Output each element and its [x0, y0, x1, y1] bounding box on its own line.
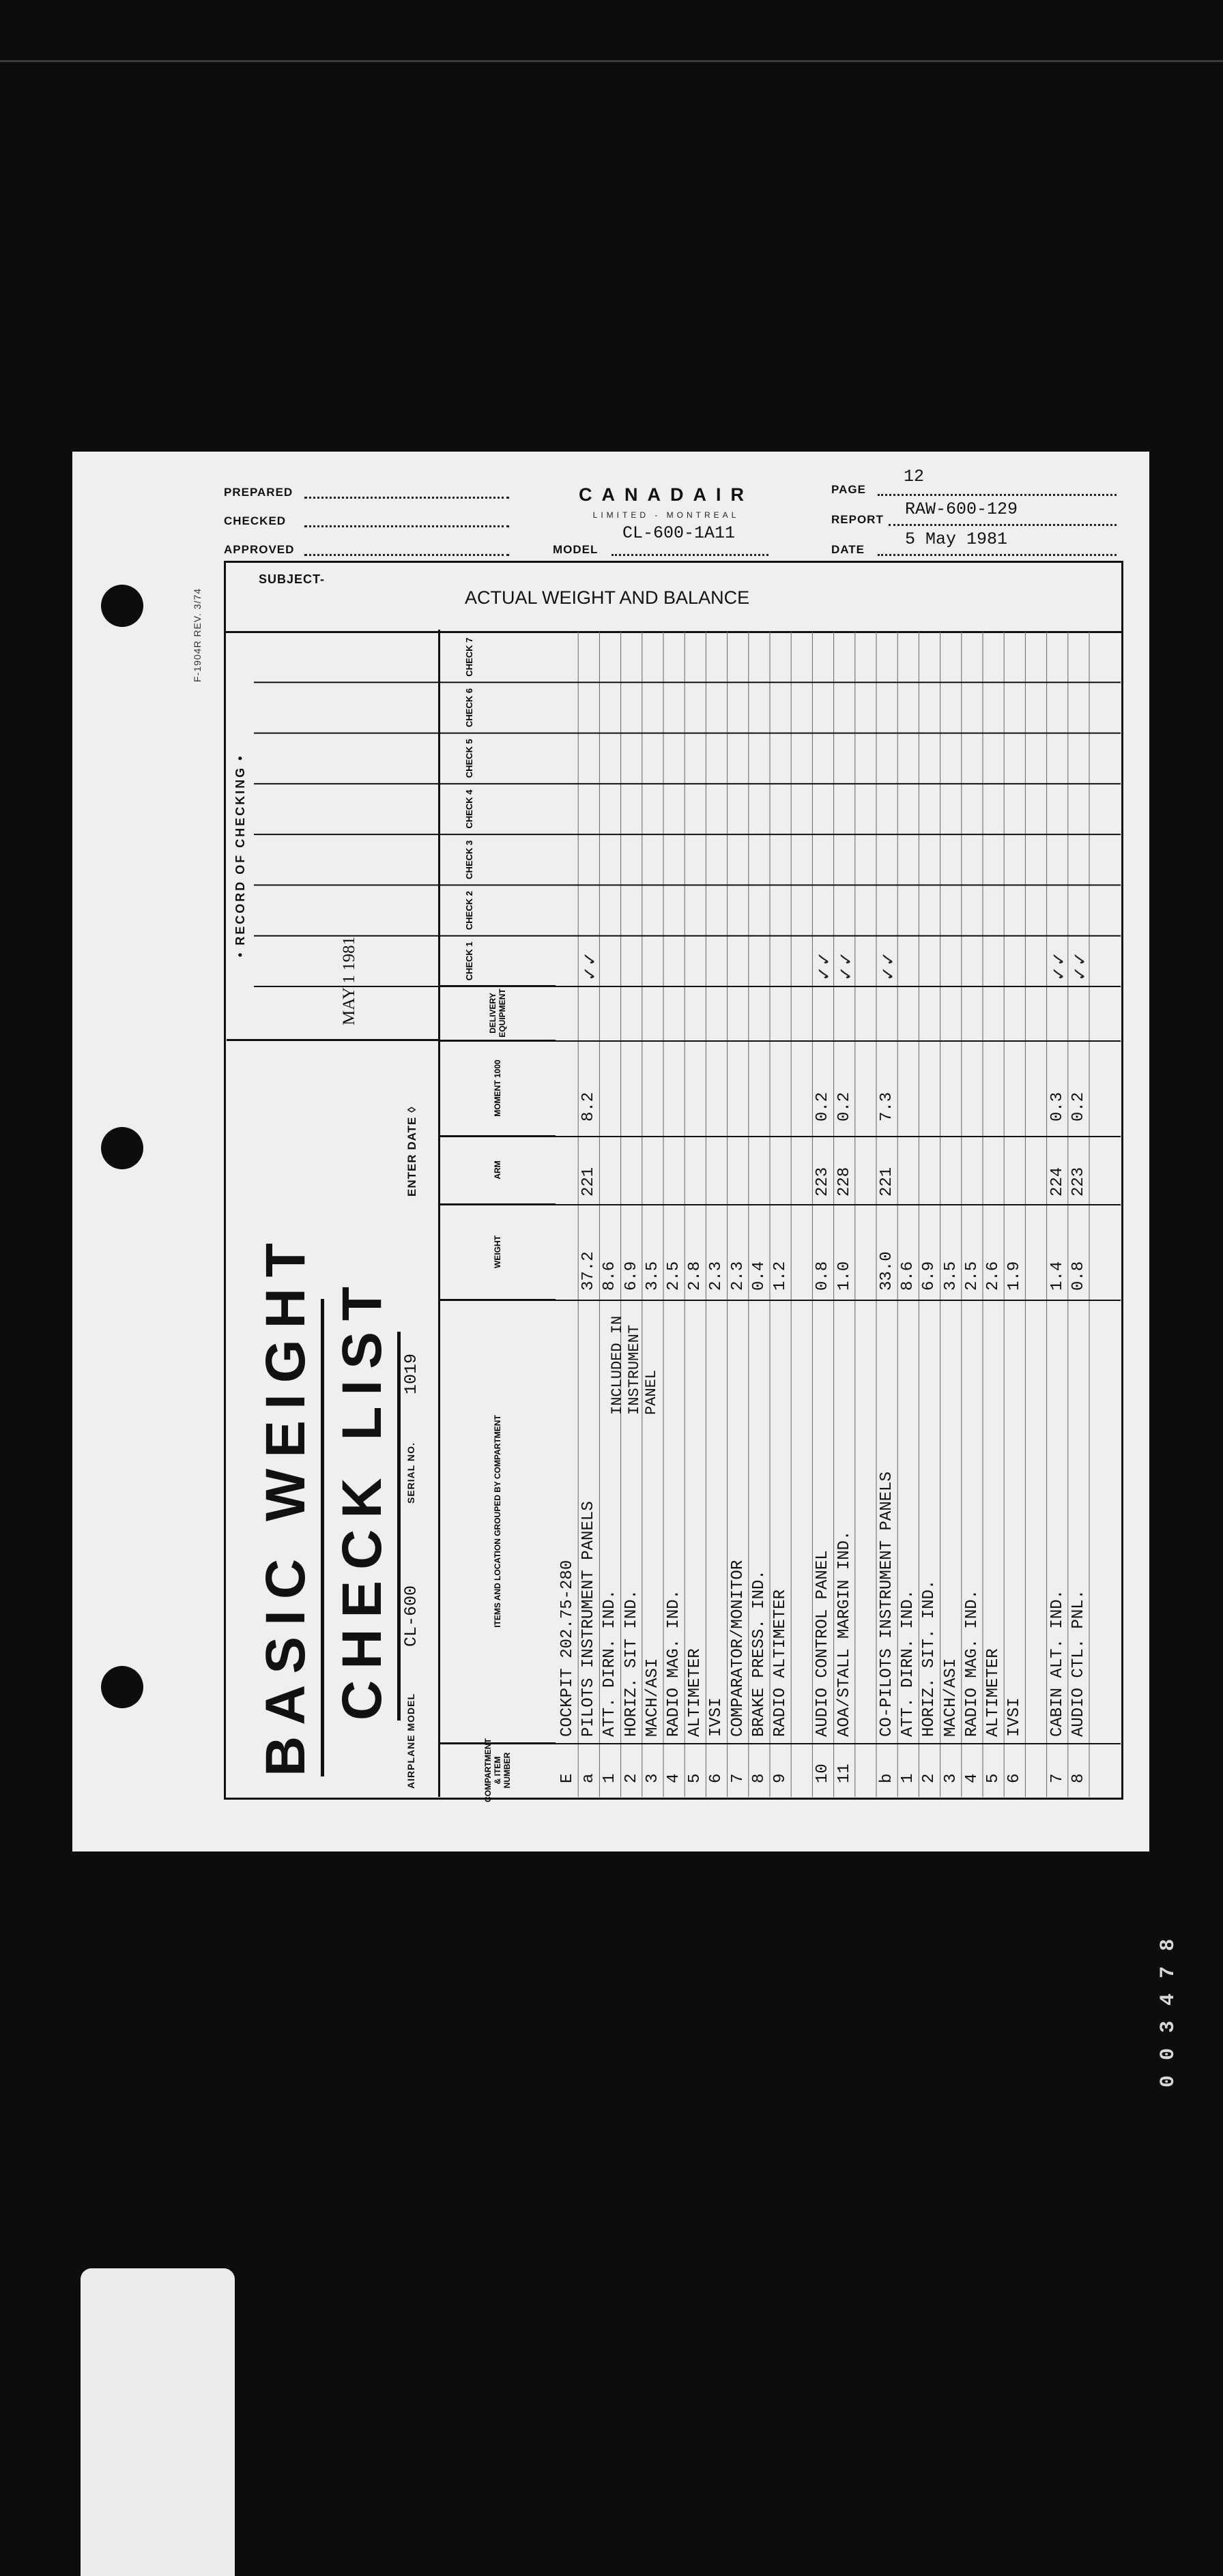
delivery-header: DELIVERY EQUIPMENT — [440, 985, 556, 1040]
check-column-label: CHECK 6 — [464, 688, 474, 727]
row-item: RADIO MAG. IND. — [962, 1589, 981, 1737]
row-number: 1 — [899, 1773, 918, 1783]
row-number: 4 — [962, 1773, 981, 1783]
row-weight: 1.4 — [1048, 1261, 1067, 1291]
serial-value: 1019 — [401, 1353, 421, 1394]
row-item: HORIZ. SIT IND. — [622, 1589, 641, 1737]
arm-header: ARM — [440, 1135, 556, 1203]
row-number: 7 — [728, 1773, 747, 1783]
row-check-mark: ✓✓ — [814, 951, 835, 981]
row-item: ALTIMETER — [686, 1648, 705, 1737]
row-weight: 0.8 — [814, 1261, 833, 1291]
row-number: a — [579, 1773, 599, 1783]
approved-line — [304, 554, 509, 556]
row-check-mark: ✓✓ — [878, 951, 898, 981]
row-item: CABIN ALT. IND. — [1048, 1589, 1067, 1737]
check-column-label: CHECK 3 — [464, 840, 474, 879]
document-sheet — [72, 452, 1149, 1852]
subject-value: ACTUAL WEIGHT AND BALANCE — [465, 587, 750, 608]
row-item: ALTIMETER — [984, 1648, 1003, 1737]
row-weight: 0.4 — [749, 1261, 768, 1291]
row-number: 11 — [835, 1763, 854, 1783]
row-moment: 7.3 — [878, 1092, 896, 1122]
check-column-label: CHECK 5 — [464, 739, 474, 778]
punch-hole — [101, 1127, 143, 1169]
check-column-label: CHECK 7 — [464, 637, 474, 677]
row-weight: 6.9 — [920, 1261, 939, 1291]
check-column-label: CHECK 4 — [464, 789, 474, 829]
row-number: b — [878, 1773, 896, 1783]
row-weight: 1.2 — [771, 1261, 790, 1291]
row-weight: 3.5 — [941, 1261, 960, 1291]
bracket-note: INCLUDED IN INSTRUMENT PANEL — [609, 1315, 660, 1415]
row-weight: 3.5 — [643, 1261, 662, 1291]
company-name: CANADAIR — [579, 484, 753, 505]
row-item: AUDIO CTL. PNL. — [1069, 1589, 1088, 1737]
row-moment: 8.2 — [579, 1092, 599, 1122]
row-item: RADIO MAG. IND. — [665, 1589, 683, 1737]
subject-label: SUBJECT- — [259, 572, 326, 586]
row-number: 5 — [984, 1773, 1003, 1783]
page-line — [878, 494, 1117, 496]
row-item: MACH/ASI — [941, 1658, 960, 1737]
airplane-model-value: CL-600 — [401, 1585, 421, 1647]
row-number: 3 — [643, 1773, 662, 1783]
row-item: AOA/STALL MARGIN IND. — [835, 1530, 854, 1737]
report-value: RAW-600-129 — [905, 499, 1018, 519]
row-weight: 2.8 — [686, 1261, 705, 1291]
row-weight: 0.8 — [1069, 1261, 1088, 1291]
row-number: 7 — [1048, 1773, 1067, 1783]
model-line — [612, 554, 768, 556]
row-item: ATT. DIRN. IND. — [601, 1589, 620, 1737]
subject-row — [226, 563, 1121, 633]
page-value: 12 — [904, 467, 925, 486]
row-item: COCKPIT 202.75-280 — [558, 1560, 577, 1737]
row-number: 6 — [1005, 1773, 1024, 1783]
film-edge — [0, 60, 1223, 62]
row-arm: 223 — [814, 1167, 833, 1197]
enter-date-label: ENTER DATE ◊ — [405, 1106, 418, 1197]
row-item: AUDIO CONTROL PANEL — [814, 1550, 833, 1737]
row-item: IVSI — [707, 1697, 726, 1737]
items-header: ITEMS AND LOCATION GROUPED BY COMPARTMENT — [440, 1299, 556, 1742]
row-weight: 2.5 — [665, 1261, 683, 1291]
row-moment: 0.2 — [814, 1092, 833, 1122]
row-arm: 223 — [1069, 1167, 1088, 1197]
row-weight: 2.6 — [984, 1261, 1003, 1291]
row-item: MACH/ASI — [643, 1658, 662, 1737]
check1-date: MAY 1 1981 — [340, 936, 358, 1025]
moment-header: MOMENT 1000 — [440, 1040, 556, 1135]
row-item: CO-PILOTS INSTRUMENT PANELS — [878, 1472, 896, 1737]
row-weight: 2.3 — [728, 1261, 747, 1291]
row-item: BRAKE PRESS. IND. — [749, 1570, 768, 1737]
row-weight: 8.6 — [899, 1261, 918, 1291]
row-number: 6 — [707, 1773, 726, 1783]
row-weight: 33.0 — [878, 1251, 896, 1291]
row-check-mark: ✓✓ — [579, 951, 601, 981]
punch-hole — [101, 1666, 143, 1708]
row-number: 8 — [749, 1773, 768, 1783]
row-number: 4 — [665, 1773, 683, 1783]
row-arm: 221 — [878, 1167, 896, 1197]
approved-label: APPROVED — [224, 543, 295, 556]
row-item: COMPARATOR/MONITOR — [728, 1560, 747, 1737]
row-item: IVSI — [1005, 1697, 1024, 1737]
row-arm: 221 — [579, 1167, 599, 1197]
row-item: HORIZ. SIT. IND. — [920, 1579, 939, 1737]
prepared-line — [304, 497, 509, 499]
row-moment: 0.2 — [835, 1092, 854, 1122]
report-line — [889, 524, 1117, 526]
check-column-label: CHECK 2 — [464, 891, 474, 931]
row-arm: 228 — [835, 1167, 854, 1197]
row-check-mark: ✓✓ — [835, 951, 856, 981]
row-weight: 2.3 — [707, 1261, 726, 1291]
row-weight: 8.6 — [601, 1261, 620, 1291]
title-line-1: BASIC WEIGHT — [255, 1232, 317, 1776]
row-number: 2 — [622, 1773, 641, 1783]
row-number: 3 — [941, 1773, 960, 1783]
date-label: DATE — [831, 543, 865, 556]
row-item: PILOTS INSTRUMENT PANELS — [579, 1501, 599, 1737]
checked-line — [304, 525, 509, 527]
title-line-2: CHECK LIST — [331, 1276, 393, 1721]
model-label: MODEL — [553, 543, 599, 556]
row-weight: 1.9 — [1005, 1261, 1024, 1291]
date-value: 5 May 1981 — [905, 529, 1008, 549]
row-arm: 224 — [1048, 1167, 1067, 1197]
weight-header: WEIGHT — [440, 1203, 556, 1299]
punch-hole — [101, 585, 143, 627]
row-item: RADIO ALTIMETER — [771, 1589, 790, 1737]
row-check-mark: ✓✓ — [1069, 951, 1090, 981]
row-weight: 6.9 — [622, 1261, 641, 1291]
serial-label: SERIAL NO. — [405, 1442, 416, 1504]
frame-number: 003478 — [1157, 1923, 1180, 2088]
check-column-label: CHECK 1 — [464, 941, 474, 981]
item-number-header: COMPARTMENT & ITEM NUMBER — [440, 1742, 556, 1797]
rotated-checklist — [227, 632, 1121, 1802]
company-location: LIMITED - MONTREAL — [592, 510, 740, 520]
form-code: F-1904R REV. 3/74 — [192, 588, 203, 682]
page-label: PAGE — [831, 483, 866, 496]
row-weight: 1.0 — [835, 1261, 854, 1291]
row-number: E — [558, 1773, 577, 1783]
model-value: CL-600-1A11 — [622, 523, 736, 543]
row-item: ATT. DIRN. IND. — [899, 1589, 918, 1737]
record-heading: • RECORD OF CHECKING • — [233, 754, 247, 957]
row-number: 5 — [686, 1773, 705, 1783]
row-number: 1 — [601, 1773, 620, 1783]
row-number: 8 — [1069, 1773, 1088, 1783]
row-weight: 37.2 — [579, 1251, 599, 1291]
row-weight: 2.5 — [962, 1261, 981, 1291]
row-number: 2 — [920, 1773, 939, 1783]
row-moment: 0.2 — [1069, 1092, 1088, 1122]
film-tab — [81, 2268, 235, 2576]
checklist-form — [224, 561, 1123, 1800]
row-moment: 0.3 — [1048, 1092, 1067, 1122]
date-line — [878, 554, 1117, 556]
report-label: REPORT — [831, 513, 884, 526]
airplane-model-label: AIRPLANE MODEL — [405, 1693, 416, 1789]
row-check-mark: ✓✓ — [1048, 951, 1069, 981]
checked-label: CHECKED — [224, 514, 287, 527]
row-number: 9 — [771, 1773, 790, 1783]
prepared-label: PREPARED — [224, 486, 293, 499]
row-number: 10 — [814, 1763, 833, 1783]
